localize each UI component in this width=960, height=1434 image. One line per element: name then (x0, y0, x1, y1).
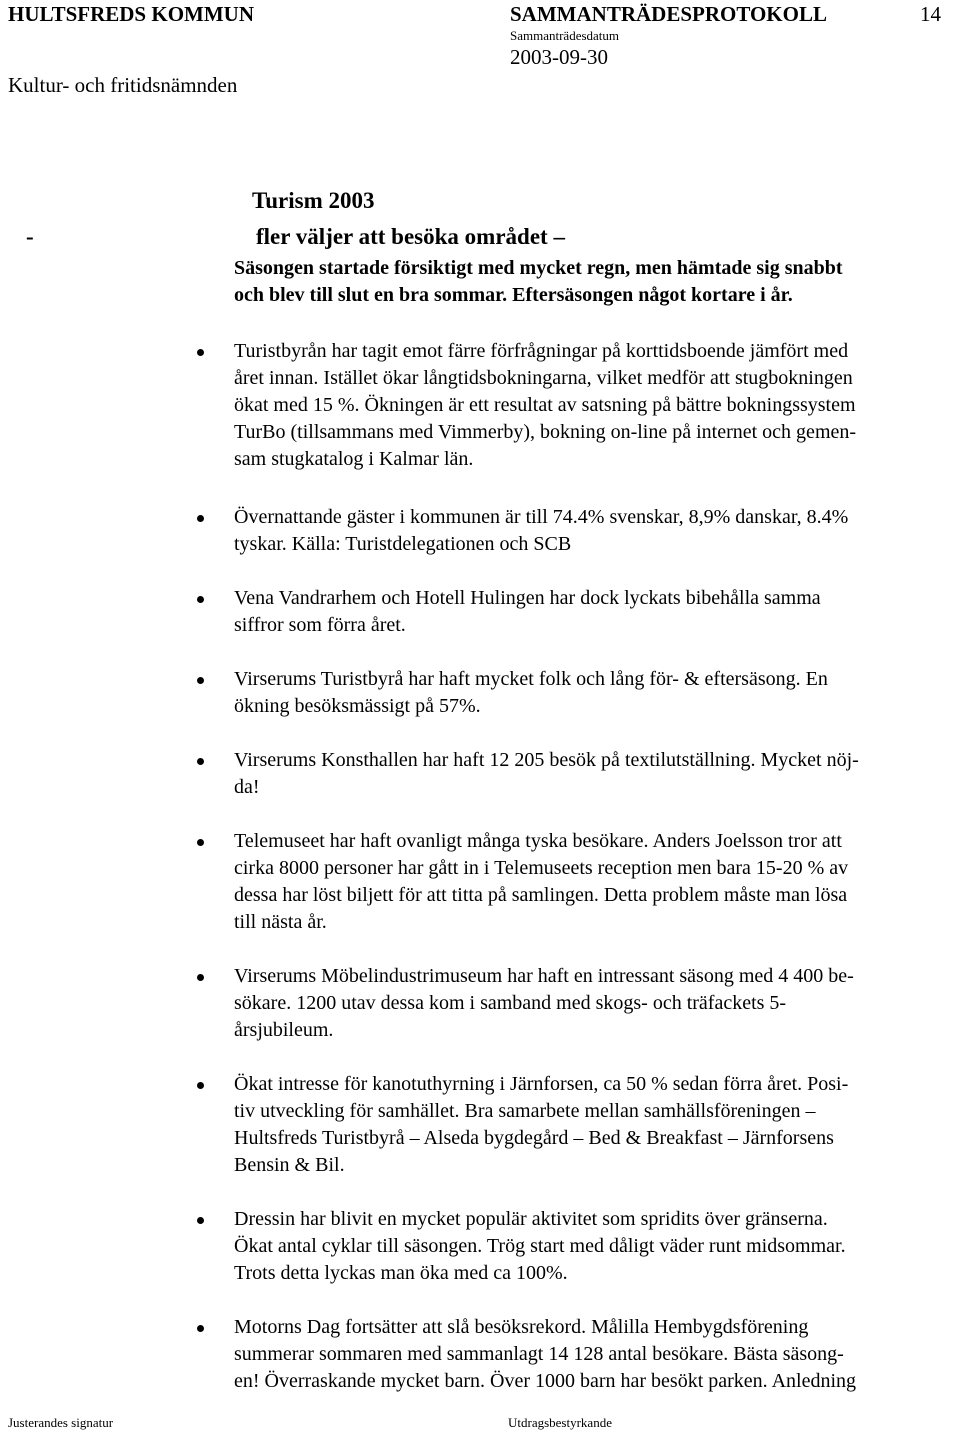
bullet-line: en! Överraskande mycket barn. Över 1000 barn har besökt parken. Anledning (234, 1370, 857, 1392)
bullet-line: ökat med 15 %. Ökningen är ett resultat av satsning på bättre bokningssystem (234, 394, 856, 416)
bullet-item (234, 666, 924, 720)
footer-signature-label: Justerandes signatur (8, 1415, 114, 1430)
bullet-line: Telemuseet har haft ovanligt många tyska besökare. Anders Joelsson tror att (234, 830, 842, 852)
document-type: SAMMANTRÄDESPROTOKOLL (510, 2, 827, 26)
bullet-dot-icon (197, 758, 204, 765)
bullet-dot-icon (197, 515, 204, 522)
bullet-item (234, 963, 924, 1044)
bullet-line: dessa har löst biljett för att titta på samlingen. Detta problem måste man lösa (234, 884, 848, 906)
bullet-dot-icon (197, 596, 204, 603)
intro-line-1: Säsongen startade försiktigt med mycket regn, men hämtade sig snabbt (234, 257, 843, 279)
bullet-dot-icon (197, 677, 204, 684)
footer-certification-label: Utdragsbestyrkande (508, 1415, 612, 1430)
bullet-item (234, 338, 924, 473)
bullet-line: Hultsfreds Turistbyrå – Alseda bygdegård – Bed & Breakfast – Järnforsens (234, 1127, 834, 1149)
committee-name: Kultur- och fritidsnämnden (8, 73, 238, 97)
bullet-line: till nästa år. (234, 911, 327, 933)
bullet-line: Turistbyrån har tagit emot färre förfrågningar på korttidsboende jämfört med (234, 340, 849, 362)
bullet-line: summerar sommaren med sammanlagt 14 128 antal besökare. Bästa säsong- (234, 1343, 844, 1365)
bullet-line: Ökat intresse för kanotuthyrning i Järnforsen, ca 50 % sedan förra året. Posi- (234, 1073, 849, 1095)
bullet-line: da! (234, 776, 260, 798)
bullet-line: Dressin har blivit en mycket populär aktivitet som spridits över gränserna. (234, 1208, 828, 1230)
section-dash: - (26, 224, 34, 249)
bullet-item (234, 1071, 924, 1179)
bullet-dot-icon (197, 349, 204, 356)
section-subtitle: fler väljer att besöka området – (256, 224, 565, 249)
bullet-item (234, 585, 924, 639)
bullet-line: cirka 8000 personer har gått in i Telemuseets reception men bara 15-20 % av (234, 857, 849, 879)
page-number: 14 (920, 2, 941, 26)
meeting-date: 2003-09-30 (510, 45, 608, 69)
bullet-line: Virserums Turistbyrå har haft mycket folk och lång för- & eftersäsong. En (234, 668, 828, 690)
date-label: Sammanträdesdatum (510, 28, 620, 43)
bullet-line: året innan. Istället ökar långtidsbokningarna, vilket medför att stugbokningen (234, 367, 853, 389)
bullet-line: Ökat antal cyklar till säsongen. Trög start med dåligt väder runt midsommar. (234, 1235, 846, 1257)
bullet-line: Vena Vandrarhem och Hotell Hulingen har dock lyckats bibehålla samma (234, 587, 821, 609)
bullet-line: ökning besöksmässigt på 57%. (234, 695, 481, 717)
bullet-item (234, 747, 924, 801)
bullet-item (234, 828, 924, 936)
bullet-dot-icon (197, 1082, 204, 1089)
municipality-name: HULTSFREDS KOMMUN (8, 2, 255, 26)
bullet-dot-icon (197, 1325, 204, 1332)
section-title: Turism 2003 (252, 188, 375, 213)
bullet-line: TurBo (tillsammans med Vimmerby), bokning on-line på internet och gemen- (234, 421, 857, 443)
bullet-line: Trots detta lyckas man öka med ca 100%. (234, 1262, 568, 1284)
bullet-line: årsjubileum. (234, 1019, 334, 1041)
bullet-line: Bensin & Bil. (234, 1154, 345, 1176)
bullet-item (234, 504, 924, 558)
bullet-line: sökare. 1200 utav dessa kom i samband med skogs- och träfackets 5- (234, 992, 787, 1014)
bullet-dot-icon (197, 974, 204, 981)
bullet-line: sam stugkatalog i Kalmar län. (234, 448, 474, 470)
bullet-item (234, 1314, 924, 1395)
bullet-line: Virserums Möbelindustrimuseum har haft en intressant säsong med 4 400 be- (234, 965, 854, 987)
bullet-line: tyskar. Källa: Turistdelegationen och SCB (234, 533, 572, 555)
bullet-line: siffror som förra året. (234, 614, 406, 636)
intro-line-2: och blev till slut en bra sommar. Eftersäsongen något kortare i år. (234, 284, 793, 306)
bullet-item (234, 1206, 924, 1287)
bullet-dot-icon (197, 1217, 204, 1224)
bullet-line: Motorns Dag fortsätter att slå besöksrekord. Målilla Hembygdsförening (234, 1316, 809, 1338)
bullet-dot-icon (197, 839, 204, 846)
bullet-line: tiv utveckling för samhället. Bra samarbete mellan samhällsföreningen – (234, 1100, 816, 1122)
bullet-line: Virserums Konsthallen har haft 12 205 besök på textilutställning. Mycket nöj- (234, 749, 859, 771)
bullet-line: Övernattande gäster i kommunen är till 74.4% svenskar, 8,9% danskar, 8.4% (234, 506, 849, 528)
